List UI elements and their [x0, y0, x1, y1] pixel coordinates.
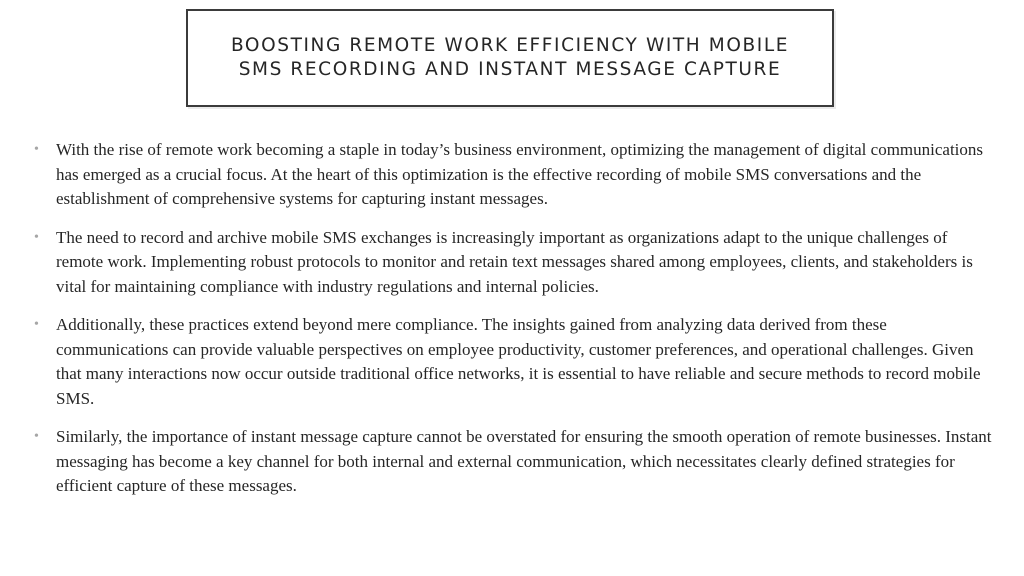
- bullet-text: Additionally, these practices extend beyond mere compliance. The insights gained from analyzing data derived from these communications can provide valuable perspectives on employee productivity, customer preferences, and operational challenges. Given that many interactions now occur outside traditional office networks, it is essential to have reliable and secure methods to record mobile SMS.: [56, 315, 981, 408]
- bullet-dot-icon: •: [34, 317, 39, 332]
- bullet-item: [34, 313, 994, 411]
- bullet-text: With the rise of remote work becoming a staple in today’s business environment, optimizing the management of digital communications has emerged as a crucial focus. At the heart of this optimization is the effective recording of mobile SMS conversations and the establishment of comprehensive systems for capturing instant messages.: [56, 140, 984, 208]
- title-line-1: BOOSTING REMOTE WORK EFFICIENCY WITH MOBILE: [230, 35, 790, 56]
- bullet-dot-icon: •: [34, 429, 39, 444]
- bullet-item: [34, 138, 994, 212]
- slide-title: [200, 34, 820, 82]
- bullet-text: The need to record and archive mobile SMS exchanges is increasingly important as organizations adapt to the unique challenges of remote work. Implementing robust protocols to monitor and retain text messages shared among employees, clients, and stakeholders is vital for maintaining compliance with industry regulations and internal policies.: [56, 227, 973, 296]
- bullet-dot-icon: •: [34, 229, 39, 245]
- title-line-2: SMS RECORDING AND INSTANT MESSAGE CAPTURE: [238, 59, 782, 80]
- bullet-text: Similarly, the importance of instant message capture cannot be overstated for ensuring the smooth operation of remote businesses. Instant messaging has become a key channel for both internal and external communication, which necessitates clearly defined strategies for efficient capture of these messages.: [56, 427, 992, 495]
- bullet-list: [34, 138, 994, 513]
- bullet-item: [34, 425, 994, 499]
- bullet-item: [34, 226, 994, 300]
- bullet-dot-icon: •: [34, 142, 39, 157]
- title-box: [186, 9, 834, 107]
